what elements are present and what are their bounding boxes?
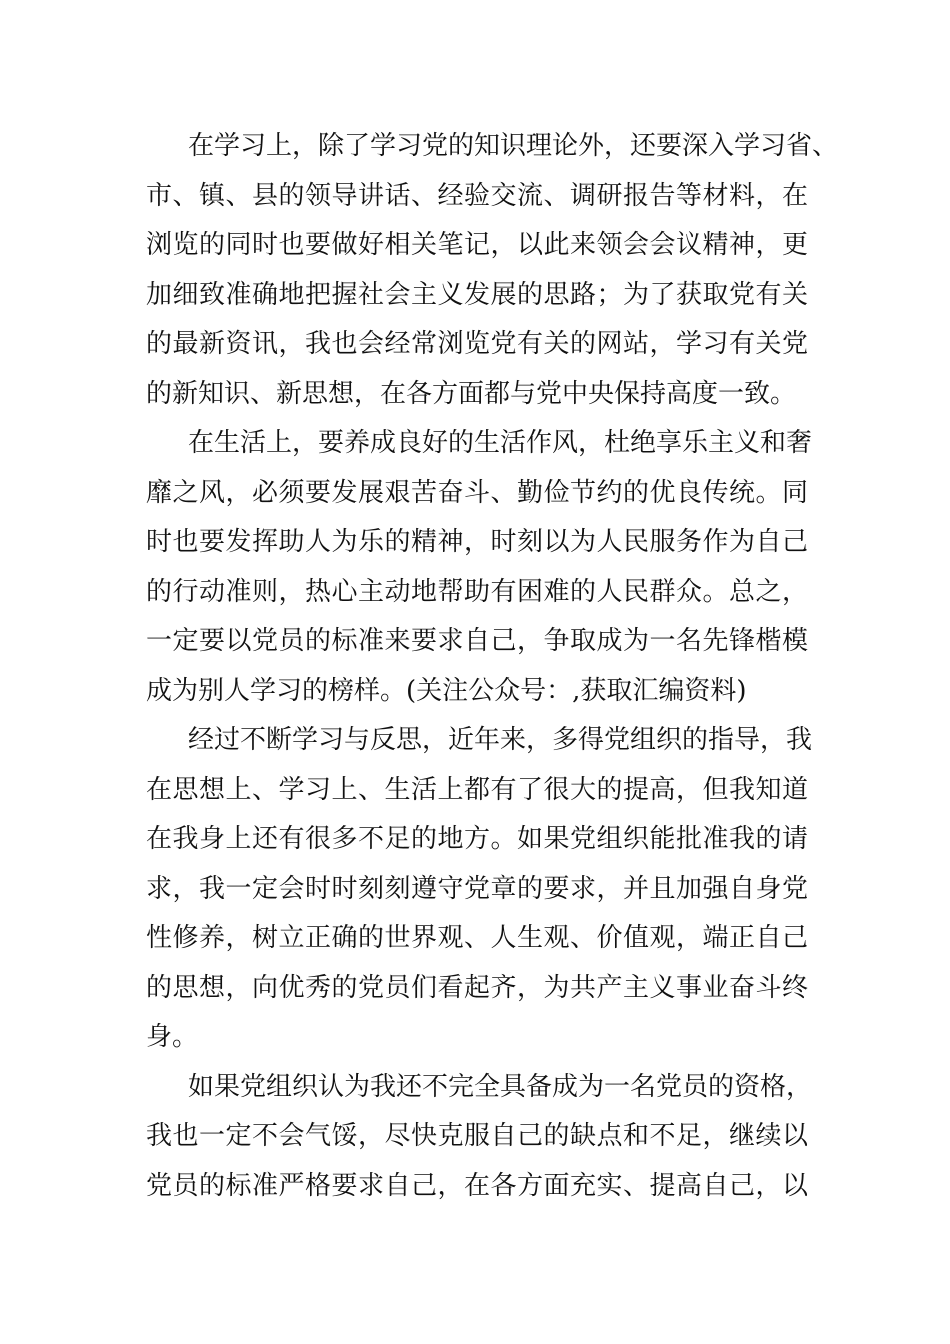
- text-line: 的最新资讯，我也会经常浏览党有关的网站，学习有关党: [146, 329, 808, 359]
- text-line: 经过不断学习与反思，近年来，多得党组织的指导，我: [188, 725, 813, 755]
- text-line: 在思想上、学习上、生活上都有了很大的提高，但我知道: [146, 774, 808, 805]
- text-line: 一定要以党员的标准来要求自己，争取成为一名先锋楷模: [146, 626, 808, 656]
- text-line: 性修养，树立正确的世界观、人生观、价值观，端正自己: [146, 923, 808, 953]
- document-body: [146, 122, 839, 1211]
- text-line: 党员的标准严格要求自己，在各方面充实、提高自己，以: [146, 1170, 808, 1201]
- text-line: 的新知识、新思想，在各方面都与党中央保持高度一致。: [146, 378, 797, 409]
- text-line: 浏览的同时也要做好相关笔记，以此来领会会议精神，更: [146, 230, 808, 260]
- paragraph-study: [146, 122, 839, 419]
- text-line: 如果党组织认为我还不完全具备成为一名党员的资格，: [188, 1071, 813, 1102]
- paragraph-life: [146, 419, 813, 716]
- text-line: 求，我一定会时时刻刻遵守党章的要求，并且加强自身党: [146, 873, 808, 904]
- text-line: 的思想，向优秀的党员们看起齐，为共产主义事业奋斗终: [146, 972, 808, 1003]
- text-line: 靡之风，必须要发展艰苦奋斗、勤俭节约的优良传统。同: [146, 477, 808, 508]
- text-line: 我也一定不会气馁，尽快克服自己的缺点和不足，继续以: [146, 1121, 808, 1151]
- text-line: 的行动准则，热心主动地帮助有困难的人民群众。总之，: [146, 576, 808, 607]
- text-line: 成为别人学习的榜样。(关注公众号：,获取汇编资料): [146, 675, 747, 706]
- text-line: 在学习上，除了学习党的知识理论外，还要深入学习省、: [188, 131, 839, 161]
- paragraph-commitment: [146, 1063, 813, 1212]
- text-line: 加细致准确地把握社会主义发展的思路；为了获取党有关: [146, 279, 808, 310]
- text-line: 在生活上，要养成良好的生活作风，杜绝享乐主义和奢: [188, 428, 813, 458]
- text-line: 市、镇、县的领导讲话、经验交流、调研报告等材料，在: [146, 180, 808, 211]
- paragraph-reflection: [146, 716, 813, 1063]
- text-line: 身。: [146, 1022, 199, 1052]
- text-line: 时也要发挥助人为乐的精神，时刻以为人民服务作为自己: [146, 527, 808, 557]
- text-line: 在我身上还有很多不足的地方。如果党组织能批准我的请: [146, 824, 808, 854]
